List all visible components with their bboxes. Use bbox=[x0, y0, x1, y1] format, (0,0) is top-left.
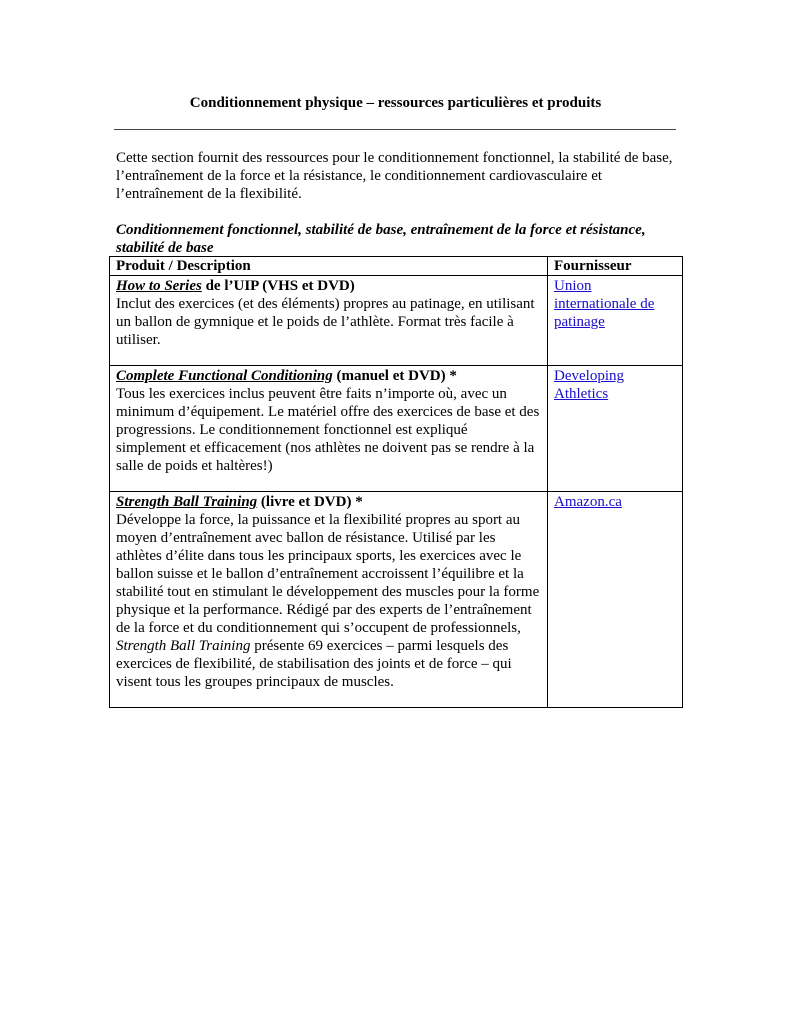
products-table bbox=[109, 256, 683, 708]
header-supplier: Fournisseur bbox=[548, 257, 683, 276]
product-description: Tous les exercices inclus peuvent être faits n’importe où, avec un minimum d’équipement. Le matériel offre des exercices de base et des progressions. Le conditionnement fonctionnel est expliqué simplement et efficacement (nos athlètes ne doivent pas se rendre à la salle de poids et haltères!) bbox=[116, 386, 540, 474]
product-name-suffix: (livre et DVD) * bbox=[257, 494, 363, 510]
product-name: Strength Ball Training bbox=[116, 494, 258, 510]
product-title bbox=[116, 277, 541, 295]
product-name: Complete Functional Conditioning bbox=[116, 368, 333, 384]
title-divider bbox=[114, 129, 676, 130]
header-product: Produit / Description bbox=[110, 257, 548, 276]
description-text-end: présente 69 exercices – parmi lesquels des exercices de flexibilité, de stabilisation des joints et de force – qui visent tous les groupes principaux de muscles. bbox=[116, 638, 512, 690]
table-row bbox=[110, 276, 683, 366]
page-title: Conditionnement physique – ressources particulières et produits bbox=[189, 95, 602, 111]
product-description: Inclut des exercices (et des éléments) propres au patinage, en utilisant un ballon de gymnique et le poids de l’athlète. Format très facile à utiliser. bbox=[116, 296, 535, 348]
table-row bbox=[110, 492, 683, 708]
product-title bbox=[116, 367, 541, 385]
intro-paragraph: Cette section fournit des ressources pour le conditionnement fonctionnel, la stabilité de base, l’entraînement de la force et la résistance, le conditionnement cardiovasculaire et l’entraînement de la flexibilité. bbox=[116, 150, 673, 202]
supplier-cell bbox=[548, 366, 683, 492]
table-row bbox=[110, 366, 683, 492]
supplier-link[interactable]: Developing Athletics bbox=[554, 368, 624, 402]
supplier-cell bbox=[548, 492, 683, 708]
product-cell bbox=[110, 366, 548, 492]
product-title bbox=[116, 493, 541, 511]
supplier-link[interactable]: Amazon.ca bbox=[554, 494, 622, 510]
description-text: Développe la force, la puissance et la flexibilité propres au sport au moyen d’entraînement avec ballon de résistance. Utilisé par les athlètes d’élite dans tous les principaux sports, les exercices avec le ballon suisse et le ballon d’entraînement accroissent l’équilibre et la stabilité tout en stimulant le développement des muscles pour la forme physique et la performance. Rédigé par des experts de l’entraînement de la force et du conditionnement qui s’occupent de professionnels, bbox=[116, 512, 540, 636]
product-cell bbox=[110, 492, 548, 708]
section-heading: Conditionnement fonctionnel, stabilité de base, entraînement de la force et résistance, stabilité de base bbox=[116, 222, 646, 256]
product-name-suffix: de l’UIP (VHS et DVD) bbox=[201, 278, 355, 294]
table-header-row bbox=[110, 257, 683, 276]
product-description bbox=[116, 511, 541, 691]
description-emphasis: Strength Ball Training bbox=[116, 638, 251, 654]
product-name-suffix: (manuel et DVD) * bbox=[332, 368, 457, 384]
supplier-link[interactable]: Union internationale de patinage bbox=[554, 278, 655, 330]
supplier-cell bbox=[548, 276, 683, 366]
product-cell bbox=[110, 276, 548, 366]
product-name: How to Series bbox=[116, 278, 202, 294]
